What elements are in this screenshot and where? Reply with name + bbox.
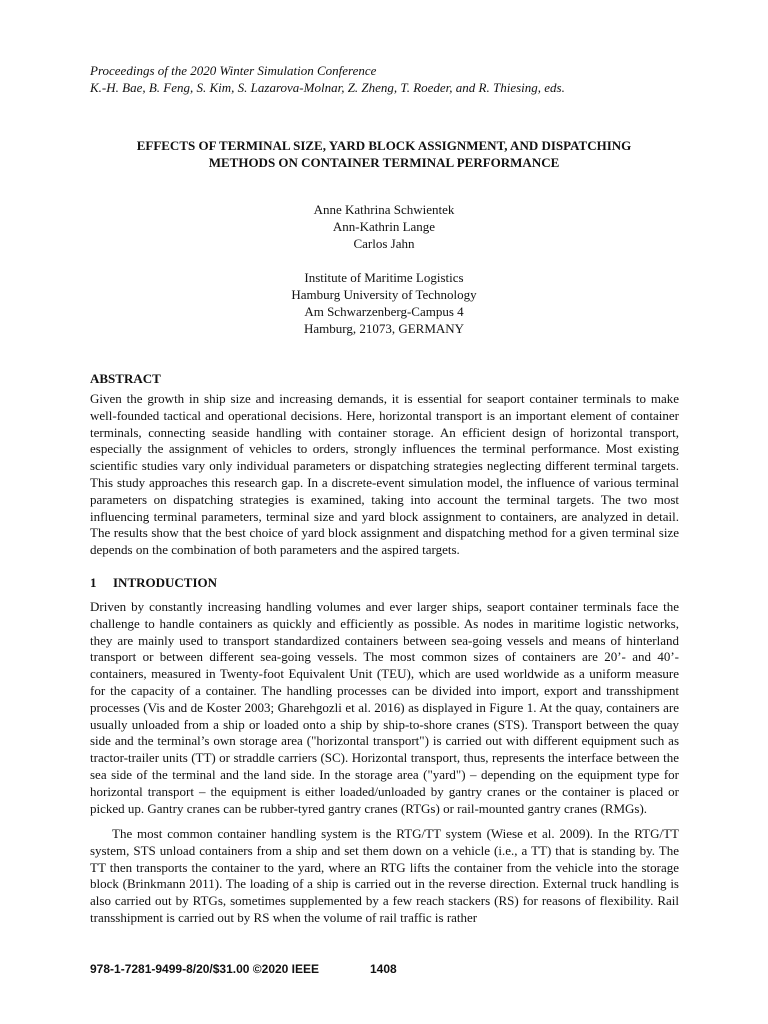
title-line-1: EFFECTS OF TERMINAL SIZE, YARD BLOCK ASSIGNMENT, AND DISPATCHING	[136, 138, 632, 153]
title-line-2: METHODS ON CONTAINER TERMINAL PERFORMANCE	[208, 155, 560, 170]
affiliation-city: Hamburg, 21073, GERMANY	[303, 321, 465, 336]
proceedings-line: Proceedings of the 2020 Winter Simulation Conference	[90, 63, 377, 78]
section-title: INTRODUCTION	[113, 575, 218, 590]
introduction-paragraph: Driven by constantly increasing handling volumes and ever larger ships, seaport container terminals face the challenge to handle containers as quickly and efficiently as possible. As nodes in maritime logistic networks, they are mainly used to transport standardized containers between sea-going vessels and means of hinterland transport or between different sea-going vessels. The most common sizes of containers are 20’- and 40’-containers, measured in Twenty-foot Equivalent Unit (TEU), which are used worldwide as a uniform measure for the capacity of a container. The handling processes can be divided into import, export and transshipment processes (Vis and de Koster 2003; Gharehgozli et al. 2016) as displayed in Figure 1. At the quay, containers are usually unloaded from a ship or loaded onto a ship by ship-to-shore cranes (STS). Transport between the quay side and the terminal’s own storage area ("horizontal transport") is carried out with different equipment such as tractor-trailer units (TT) or straddle carriers (SC). Horizontal transport, thus, represents the interface between the sea side of the terminal and the land side. In the storage area ("yard") – depending on the equipment type for horizontal transport – the equipment is either loaded/unloaded by gantry cranes or the container is placed or picked up. Gantry cranes can be rubber-tyred gantry cranes (RTGs) or rail-mounted gantry cranes (RMGs).	[90, 599, 679, 816]
affiliation-institute: Institute of Maritime Logistics	[304, 270, 464, 285]
author-name: Carlos Jahn	[353, 236, 415, 251]
author-name: Ann-Kathrin Lange	[332, 219, 436, 234]
abstract-heading: ABSTRACT	[90, 371, 161, 386]
editors-line: K.-H. Bae, B. Feng, S. Kim, S. Lazarova-Molnar, Z. Zheng, T. Roeder, and R. Thiesing, eds.	[90, 80, 565, 95]
introduction-paragraph: The most common container handling system is the RTG/TT system (Wiese et al. 2009). In the RTG/TT system, STS unload containers from a ship and set them down on a vehicle (i.e., a TT) that is standing by. The TT then transports the container to the yard, where an RTG lifts the container from the vehicle into the storage block (Brinkmann 2011). The loading of a ship is carried out in the reverse direction. External truck handling is also carried out by RTGs, sometimes supplemented by a few reach stackers (RS) for reasons of flexibility. Rail transshipment is carried out by RS when the volume of rail traffic is rather	[90, 826, 679, 925]
proceedings-header	[90, 62, 690, 96]
footer-isbn: 978-1-7281-9499-8/20/$31.00 ©2020 IEEE	[90, 962, 320, 976]
author-name: Anne Kathrina Schwientek	[313, 202, 455, 217]
abstract-text: Given the growth in ship size and increasing demands, it is essential for seaport container terminals to make well-founded tactical and operational decisions. Here, horizontal transport is an important element of container terminals, connecting seaside handling with container storage. An efficient design of horizontal transport, especially the assignment of vehicles to orders, strongly influences the terminal performance. Most existing scientific studies vary only individual parameters or dispatching strategies neglecting different terminal targets. This study approaches this research gap. In a discrete-event simulation model, the influence of various terminal parameters on dispatching strategies is examined, taking into account the terminal targets. The two most influencing terminal parameters, terminal size and yard block assignment to containers, are analyzed in detail. The results show that the best choice of yard block assignment and dispatching method for a given terminal size depends on the combination of both parameters and the aspired targets.	[90, 391, 679, 558]
introduction-heading	[90, 574, 217, 591]
author-list	[84, 201, 684, 252]
page-number: 1408	[370, 962, 397, 976]
affiliation-block	[84, 269, 684, 337]
paper-title	[84, 137, 684, 171]
section-number: 1	[90, 575, 97, 590]
affiliation-street: Am Schwarzenberg-Campus 4	[304, 304, 464, 319]
affiliation-university: Hamburg University of Technology	[291, 287, 477, 302]
